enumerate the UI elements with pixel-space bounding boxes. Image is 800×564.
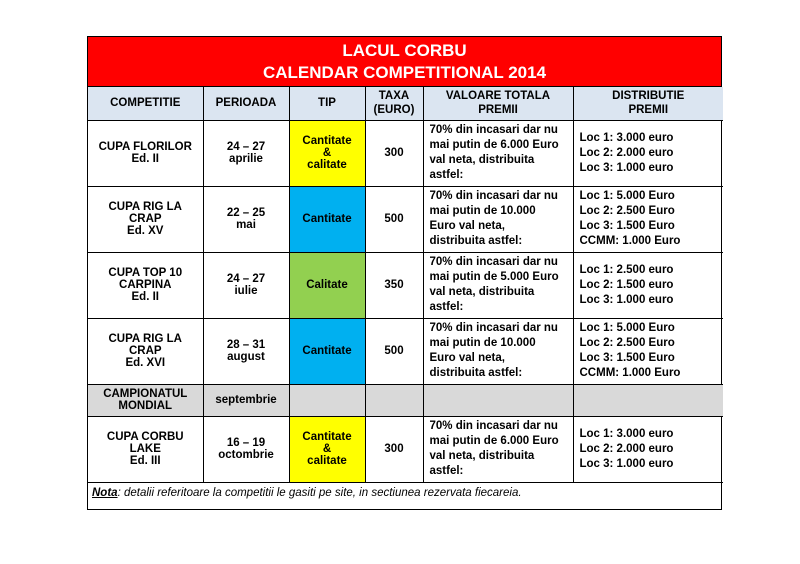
competition-name xyxy=(88,120,203,186)
period-cell-line: 16 – 19 xyxy=(226,437,266,449)
header-tip: TIP xyxy=(289,87,365,120)
prize-value-cell-line: Euro val neta, xyxy=(429,352,505,364)
prize-distribution-cell-line: Loc 3: 1.000 euro xyxy=(579,161,674,174)
table-row xyxy=(88,318,723,384)
type-cell xyxy=(289,252,365,318)
table-body xyxy=(88,120,723,482)
type-cell-line: Cantitate xyxy=(302,431,352,443)
type-cell xyxy=(289,186,365,252)
competition-name-line: CUPA RIG LA CRAP xyxy=(108,201,182,225)
fee-cell: 500 xyxy=(365,186,423,252)
header-perioada: PERIOADA xyxy=(203,87,289,120)
type-cell-line: Calitate xyxy=(306,279,348,291)
period-cell xyxy=(203,120,289,186)
prize-value-cell-line: 70% din incasari dar nu xyxy=(429,256,558,268)
period-cell xyxy=(203,416,289,482)
period-cell xyxy=(203,384,289,416)
prize-value-cell-line: mai putin de 10.000 xyxy=(429,205,536,217)
prize-value-cell-line: Euro val neta, xyxy=(429,220,505,232)
competition-name-line: LAKE xyxy=(129,443,161,455)
period-cell-line: septembrie xyxy=(215,394,277,406)
type-cell-line: calitate xyxy=(307,455,347,467)
competition-name xyxy=(88,318,203,384)
prize-distribution-cell-line: Loc 2: 2.000 euro xyxy=(579,442,674,455)
competition-name-line: CUPA CORBU xyxy=(106,431,184,443)
prize-distribution-cell-line: Loc 3: 1.500 Euro xyxy=(579,352,675,364)
table-row xyxy=(88,252,723,318)
prize-value-cell-line: mai putin de 5.000 Euro xyxy=(429,271,559,283)
type-cell xyxy=(289,384,365,416)
competition-name-line: Ed. XV xyxy=(127,225,164,237)
note-label: Nota xyxy=(92,486,118,499)
prize-distribution-cell xyxy=(573,318,723,384)
prize-value-cell-line: 70% din incasari dar nu xyxy=(429,190,558,202)
prize-value-cell xyxy=(423,384,573,416)
competition-name-line: CUPA FLORILOR xyxy=(98,141,192,153)
type-cell-line: & xyxy=(322,147,332,159)
fee-cell: 350 xyxy=(365,252,423,318)
type-cell xyxy=(289,120,365,186)
header-valoare: VALOARE TOTALA PREMII xyxy=(423,87,573,120)
type-cell-line: & xyxy=(322,443,332,455)
table-header-row xyxy=(88,87,723,120)
page-title xyxy=(88,37,721,87)
prize-value-cell-line: astfel: xyxy=(429,301,464,313)
competition-name-line: CAMPIONATUL xyxy=(103,388,188,400)
prize-value-cell-line: val neta, distribuita xyxy=(429,286,535,298)
prize-value-cell-line: mai putin de 10.000 xyxy=(429,337,536,349)
period-cell xyxy=(203,186,289,252)
prize-value-cell xyxy=(423,318,573,384)
competition-name xyxy=(88,252,203,318)
table-row xyxy=(88,416,723,482)
prize-value-cell-line: mai putin de 6.000 Euro xyxy=(429,139,559,151)
prize-value-cell-line: distribuita astfel: xyxy=(429,235,523,247)
period-cell-line: august xyxy=(227,351,265,363)
prize-value-cell xyxy=(423,416,573,482)
period-cell xyxy=(203,318,289,384)
competition-name-line: CARPINA xyxy=(119,279,172,291)
prize-distribution-cell-line: Loc 3: 1.000 euro xyxy=(579,293,674,306)
prize-distribution-cell xyxy=(573,384,723,416)
prize-distribution-cell-line: Loc 2: 2.500 Euro xyxy=(579,337,675,349)
prize-distribution-cell-line: Loc 2: 2.500 Euro xyxy=(579,205,675,217)
prize-value-cell-line: 70% din incasari dar nu xyxy=(429,124,558,136)
title-line-2: CALENDAR COMPETITIONAL 2014 xyxy=(262,63,547,82)
table-row xyxy=(88,186,723,252)
prize-distribution-cell-line: Loc 1: 5.000 Euro xyxy=(579,322,675,334)
prize-distribution-cell xyxy=(573,186,723,252)
period-cell-line: aprilie xyxy=(229,153,263,165)
period-cell-line: 24 – 27 xyxy=(226,273,266,285)
header-taxa: TAXA (EURO) xyxy=(365,87,423,120)
prize-value-cell-line: val neta, distribuita xyxy=(429,154,535,166)
prize-value-cell-line: astfel: xyxy=(429,465,464,477)
prize-value-cell-line: 70% din incasari dar nu xyxy=(429,322,558,334)
prize-distribution-cell-line: Loc 3: 1.500 Euro xyxy=(579,220,675,232)
type-cell-line: Cantitate xyxy=(302,213,352,225)
type-cell-line: calitate xyxy=(307,159,347,171)
competition-name-line: CUPA TOP 10 xyxy=(108,267,183,279)
table-row xyxy=(88,120,723,186)
period-cell-line: 28 – 31 xyxy=(226,339,266,351)
competition-name xyxy=(88,384,203,416)
competition-name xyxy=(88,186,203,252)
prize-distribution-cell xyxy=(573,252,723,318)
prize-distribution-cell-line: Loc 1: 3.000 euro xyxy=(579,131,674,144)
competition-name-line: Ed. III xyxy=(129,455,161,467)
prize-distribution-cell-line: Loc 3: 1.000 euro xyxy=(579,457,674,470)
prize-value-cell xyxy=(423,186,573,252)
header-competitie: COMPETITIE xyxy=(88,87,203,120)
prize-distribution-cell-line: Loc 2: 1.500 euro xyxy=(579,278,674,291)
competition-calendar xyxy=(87,36,722,510)
fee-cell xyxy=(365,384,423,416)
period-cell-line: octombrie xyxy=(218,449,274,461)
period-cell-line: 22 – 25 xyxy=(226,207,266,219)
prize-value-cell-line: distribuita astfel: xyxy=(429,367,523,379)
prize-value-cell xyxy=(423,120,573,186)
fee-cell: 500 xyxy=(365,318,423,384)
calendar-table xyxy=(88,87,723,483)
competition-name-line: Ed. II xyxy=(131,153,159,165)
type-cell-line: Cantitate xyxy=(302,345,352,357)
period-cell xyxy=(203,252,289,318)
title-line-1: LACUL CORBU xyxy=(342,41,467,60)
prize-distribution-cell-line: Loc 1: 2.500 euro xyxy=(579,263,674,276)
fee-cell: 300 xyxy=(365,120,423,186)
header-distributie: DISTRIBUTIE PREMII xyxy=(573,87,723,120)
prize-distribution-cell-line: Loc 2: 2.000 euro xyxy=(579,146,674,159)
period-cell-line: 24 – 27 xyxy=(226,141,266,153)
fee-cell: 300 xyxy=(365,416,423,482)
prize-distribution-cell-line: Loc 1: 5.000 Euro xyxy=(579,190,675,202)
competition-name-line: CUPA RIG LA CRAP xyxy=(108,333,182,357)
note-text: : detalii referitoare la competitii le gasiti pe site, in sectiunea rezervata fiecareia. xyxy=(117,486,522,499)
prize-value-cell xyxy=(423,252,573,318)
prize-distribution-cell-line: CCMM: 1.000 Euro xyxy=(579,235,681,247)
competition-name-line: Ed. XVI xyxy=(125,357,166,369)
prize-value-cell-line: astfel: xyxy=(429,169,464,181)
type-cell xyxy=(289,318,365,384)
prize-distribution-cell xyxy=(573,416,723,482)
period-cell-line: mai xyxy=(236,219,256,231)
prize-value-cell-line: 70% din incasari dar nu xyxy=(429,420,558,432)
competition-name xyxy=(88,416,203,482)
competition-name-line: Ed. II xyxy=(131,291,159,303)
period-cell-line: iulie xyxy=(234,285,258,297)
prize-distribution-cell-line: Loc 1: 3.000 euro xyxy=(579,427,674,440)
competition-name-line: MONDIAL xyxy=(118,400,173,412)
type-cell-line: Cantitate xyxy=(302,135,352,147)
prize-value-cell-line: mai putin de 6.000 Euro xyxy=(429,435,559,447)
prize-value-cell-line: val neta, distribuita xyxy=(429,450,535,462)
prize-distribution-cell-line: CCMM: 1.000 Euro xyxy=(579,367,681,379)
prize-distribution-cell xyxy=(573,120,723,186)
type-cell xyxy=(289,416,365,482)
table-row xyxy=(88,384,723,416)
footnote xyxy=(88,483,721,509)
